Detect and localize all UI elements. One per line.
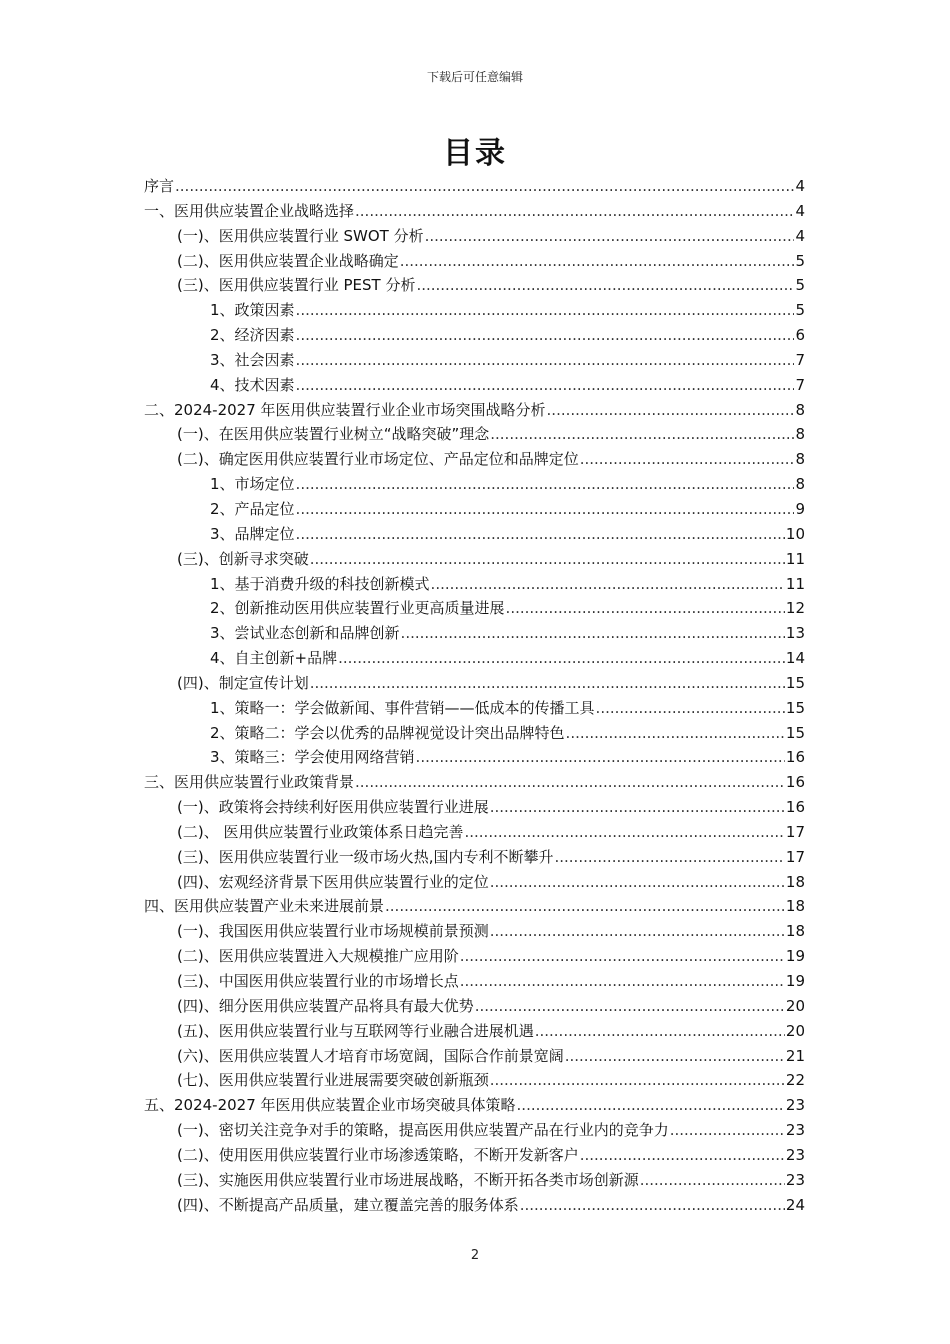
toc-entry[interactable] [144,274,805,299]
toc-entry-page: 14 [785,649,805,668]
toc-entry[interactable] [144,175,805,200]
toc-entry-title: 四、医用供应装置产业未来进展前景 [144,897,385,916]
toc-leader-dots [520,1196,785,1214]
toc-entry[interactable] [144,399,805,424]
toc-entry-title: 三、医用供应装置行业政策背景 [144,773,355,792]
toc-entry-title: 1、策略一：学会做新闻、事件营销——低成本的传播工具 [210,698,595,717]
toc-leader-dots [490,798,785,816]
toc-entry-title: (三)、医用供应装置行业 PEST 分析 [177,276,416,295]
toc-entry-title: (四)、宏观经济背景下医用供应装置行业的定位 [177,872,489,891]
toc-leader-dots [401,624,785,642]
toc-entry-title: 3、策略三：学会使用网络营销 [210,748,415,767]
toc-entry[interactable] [144,647,805,672]
toc-entry-title: (五)、医用供应装置行业与互联网等行业融合进展机遇 [177,1021,534,1040]
toc-leader-dots [554,848,784,866]
toc-leader-dots [310,674,785,692]
toc-entry[interactable] [144,970,805,995]
toc-entry-page: 17 [785,847,805,866]
toc-entry-page: 8 [795,425,805,444]
toc-entry-title: 序言 [144,177,175,195]
header-note: 下载后可任意编辑 [426,70,523,84]
toc-leader-dots [580,1146,785,1164]
toc-leader-dots [506,599,785,617]
toc-entry-title: (三)、创新寻求突破 [177,549,309,568]
toc-leader-dots [464,823,784,841]
toc-entry-page: 18 [785,897,805,916]
toc-entry-title: 3、社会因素 [210,350,295,369]
toc-entry[interactable] [144,374,805,399]
toc-entry[interactable] [144,250,805,275]
toc-leader-dots [296,475,795,493]
toc-entry-title: (一)、我国医用供应装置行业市场规模前景预测 [177,922,489,941]
toc-entry[interactable] [144,1169,805,1194]
toc-entry[interactable] [144,771,805,796]
toc-entry[interactable] [144,871,805,896]
toc-entry[interactable] [144,299,805,324]
toc-entry-page: 16 [785,798,805,817]
toc-entry-page: 9 [795,499,805,518]
toc-entry[interactable] [144,846,805,871]
toc-entry[interactable] [144,821,805,846]
toc-entry[interactable] [144,1194,805,1219]
toc-entry-title: 1、市场定位 [210,475,295,494]
toc-entry-page: 4 [795,177,805,195]
toc-entry[interactable] [144,423,805,448]
toc-leader-dots [385,897,785,915]
toc-entry-title: 3、品牌定位 [210,524,295,543]
toc-leader-dots [400,252,795,270]
toc-entry-title: (一)、在医用供应装置行业树立“战略突破”理念 [177,425,490,444]
toc-leader-dots [460,972,785,990]
toc-leader-dots [517,1096,785,1114]
toc-entry-title: 2、策略二：学会以优秀的品牌视觉设计突出品牌特色 [210,723,565,742]
toc-entry-page: 11 [785,574,805,593]
toc-entry-page: 19 [785,972,805,990]
toc-entry-title: 1、政策因素 [210,301,295,320]
toc-leader-dots [490,922,785,940]
toc-entry-title: (七)、医用供应装置行业进展需要突破创新瓶颈 [177,1071,489,1090]
toc-entry-title: (三)、医用供应装置行业一级市场火热,国内专利不断攀升 [177,847,554,866]
toc-entry-page: 20 [785,1021,805,1040]
toc-entry-page: 21 [785,1046,805,1065]
toc-leader-dots [565,1047,785,1065]
toc-leader-dots [596,699,785,717]
toc-entry-page: 23 [785,1170,805,1189]
toc-entry-page: 16 [785,773,805,792]
toc-entry-page: 7 [795,375,805,394]
toc-entry[interactable] [144,1020,805,1045]
toc-entry-page: 18 [785,922,805,941]
toc-entry-title: (一)、密切关注竞争对手的策略，提高医用供应装置产品在行业内的竞争力 [177,1121,669,1140]
toc-leader-dots [640,1171,785,1189]
toc-entry[interactable] [144,1094,805,1119]
toc-entry-title: 3、尝试业态创新和品牌创新 [210,624,400,643]
toc-entry-page: 23 [785,1096,805,1115]
toc-entry[interactable] [144,622,805,647]
toc-entry-page: 8 [795,400,805,419]
toc-entry[interactable] [144,225,805,250]
table-of-contents [144,175,805,1218]
page-title: 目录 [443,136,507,171]
toc-entry[interactable] [144,1045,805,1070]
toc-leader-dots [547,401,795,419]
toc-entry-title: 4、自主创新+品牌 [210,649,338,668]
toc-entry[interactable] [144,672,805,697]
toc-leader-dots [460,947,785,965]
toc-entry-page: 8 [795,450,805,469]
toc-leader-dots [490,425,794,443]
toc-entry-page: 19 [785,947,805,966]
toc-leader-dots [355,773,785,791]
toc-leader-dots [425,227,795,245]
toc-entry-title: (四)、细分医用供应装置产品将具有最大优势 [177,996,474,1015]
toc-entry-page: 18 [785,872,805,891]
toc-leader-dots [416,748,785,766]
toc-entry[interactable] [144,995,805,1020]
toc-leader-dots [490,1071,785,1089]
toc-entry[interactable] [144,548,805,573]
toc-entry-page: 5 [795,276,805,295]
toc-entry-title: (四)、制定宣传计划 [177,673,309,692]
toc-entry[interactable] [144,796,805,821]
toc-entry-page: 10 [785,524,805,543]
toc-entry-title: 一、医用供应装置企业战略选择 [144,201,355,220]
toc-leader-dots [296,351,795,369]
toc-entry-page: 20 [785,996,805,1015]
toc-entry[interactable] [144,349,805,374]
toc-entry-page: 4 [795,226,805,245]
toc-entry-page: 4 [795,201,805,220]
toc-leader-dots [310,550,785,568]
toc-entry-page: 11 [785,549,805,568]
toc-entry-page: 5 [795,301,805,320]
toc-entry-title: (四)、不断提高产品质量，建立覆盖完善的服务体系 [177,1195,519,1214]
toc-entry-title: (二)、医用供应装置进入大规模推广应用阶 [177,947,459,966]
toc-leader-dots [535,1022,785,1040]
toc-entry-title: (二)、 医用供应装置行业政策体系日趋完善 [177,822,464,841]
toc-entry-page: 15 [785,698,805,717]
toc-entry-title: (三)、中国医用供应装置行业的市场增长点 [177,972,459,990]
toc-entry-page: 22 [785,1071,805,1090]
toc-entry-title: 1、基于消费升级的科技创新模式 [210,574,430,593]
toc-entry[interactable] [144,597,805,622]
toc-entry-title: 二、2024-2027 年医用供应装置行业企业市场突围战略分析 [144,400,546,419]
toc-entry[interactable] [144,1119,805,1144]
toc-entry-title: (二)、使用医用供应装置行业市场渗透策略，不断开发新客户 [177,1145,579,1164]
toc-entry-title: (三)、实施医用供应装置行业市场进展战略，不断开拓各类市场创新源 [177,1170,639,1189]
toc-entry-title: (二)、确定医用供应装置行业市场定位、产品定位和品牌定位 [177,450,579,469]
toc-entry[interactable] [144,324,805,349]
toc-entry-page: 13 [785,624,805,643]
toc-entry-title: 五、2024-2027 年医用供应装置企业市场突破具体策略 [144,1096,516,1115]
toc-entry[interactable] [144,895,805,920]
toc-entry-page: 24 [785,1195,805,1214]
toc-entry-page: 12 [785,599,805,618]
toc-entry[interactable] [144,1144,805,1169]
toc-entry-title: (二)、医用供应装置企业战略确定 [177,251,399,270]
toc-entry[interactable] [144,573,805,598]
toc-entry-page: 8 [795,475,805,494]
page-number: 2 [470,1248,480,1263]
toc-entry-title: 4、技术因素 [210,375,295,394]
toc-leader-dots [475,997,785,1015]
toc-leader-dots [416,276,794,294]
toc-leader-dots [296,376,795,394]
toc-entry[interactable] [144,746,805,771]
toc-entry[interactable] [144,920,805,945]
toc-entry-page: 16 [785,748,805,767]
toc-entry[interactable] [144,448,805,473]
toc-entry-page: 23 [785,1121,805,1140]
toc-entry[interactable] [144,722,805,747]
toc-leader-dots [355,202,794,220]
toc-leader-dots [296,500,795,518]
toc-entry[interactable] [144,1069,805,1094]
toc-entry[interactable] [144,523,805,548]
toc-entry-page: 23 [785,1145,805,1164]
toc-entry-title: 2、经济因素 [210,326,295,345]
toc-entry-title: (六)、医用供应装置人才培育市场宽阔，国际合作前景宽阔 [177,1046,564,1065]
toc-entry-title: 2、产品定位 [210,499,295,518]
toc-leader-dots [175,177,794,195]
toc-entry[interactable] [144,200,805,225]
toc-entry-page: 7 [795,350,805,369]
toc-entry-title: 2、创新推动医用供应装置行业更高质量进展 [210,599,505,618]
toc-leader-dots [670,1121,785,1139]
toc-entry-page: 15 [785,723,805,742]
toc-entry[interactable] [144,498,805,523]
toc-entry-title: (一)、政策将会持续利好医用供应装置行业进展 [177,798,489,817]
toc-leader-dots [580,450,795,468]
toc-leader-dots [296,301,795,319]
toc-entry[interactable] [144,945,805,970]
toc-entry-page: 6 [795,326,805,345]
toc-leader-dots [431,575,785,593]
toc-entry-page: 5 [795,251,805,270]
toc-leader-dots [490,873,785,891]
toc-entry-page: 17 [785,822,805,841]
toc-leader-dots [566,724,785,742]
toc-entry[interactable] [144,473,805,498]
toc-entry-title: (一)、医用供应装置行业 SWOT 分析 [177,226,424,245]
toc-leader-dots [296,525,785,543]
toc-leader-dots [338,649,785,667]
toc-leader-dots [296,326,795,344]
toc-entry-page: 15 [785,673,805,692]
toc-entry[interactable] [144,697,805,722]
